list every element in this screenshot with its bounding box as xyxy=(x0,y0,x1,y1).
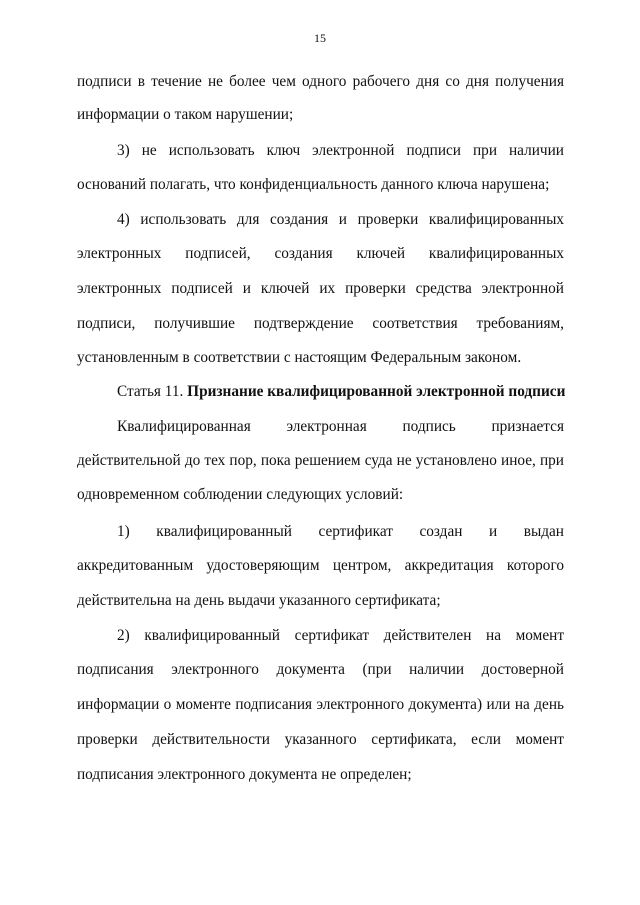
text-line: подписи в течение не более чем одного рабочего дня со дня получения xyxy=(77,73,564,90)
text-line: одновременном соблюдении следующих условий: xyxy=(77,486,404,503)
text-line: подписания электронного документа не определен; xyxy=(77,766,412,783)
list-item-2: 2) квалифицированный сертификат действителен на момент xyxy=(117,627,564,644)
text-line: аккредитованным удостоверяющим центром, аккредитация которого xyxy=(77,557,564,574)
text-line: действительна на день выдачи указанного сертификата; xyxy=(77,592,441,609)
text-line: подписи, получившие подтверждение соответствия требованиям, xyxy=(77,315,564,332)
article-title: Признание квалифицированной электронной подписи xyxy=(187,383,566,400)
text-line: электронных подписей и ключей их проверки средства электронной xyxy=(77,280,564,297)
list-item-4: 4) использовать для создания и проверки квалифицированных xyxy=(117,211,564,228)
text-line: действительной до тех пор, пока решением суда не установлено иное, при xyxy=(77,452,564,469)
list-item-1: 1) квалифицированный сертификат создан и выдан xyxy=(117,523,564,540)
list-item-3: 3) не использовать ключ электронной подписи при наличии xyxy=(117,142,564,159)
text-line: подписания электронного документа (при наличии достоверной xyxy=(77,661,564,678)
text-line: электронных подписей, создания ключей квалифицированных xyxy=(77,245,564,262)
text-line: информации о моменте подписания электронного документа) или на день xyxy=(77,696,564,713)
text-line: информации о таком нарушении; xyxy=(77,106,294,123)
article-heading xyxy=(117,382,564,402)
text-line: оснований полагать, что конфиденциальность данного ключа нарушена; xyxy=(77,176,550,193)
page-number: 15 xyxy=(314,31,326,45)
text-line: Квалифицированная электронная подпись признается xyxy=(117,418,564,435)
text-line: установленным в соответствии с настоящим Федеральным законом. xyxy=(77,349,522,366)
text-line: проверки действительности указанного сертификата, если момент xyxy=(77,731,564,748)
article-number: Статья 11. xyxy=(117,383,188,400)
